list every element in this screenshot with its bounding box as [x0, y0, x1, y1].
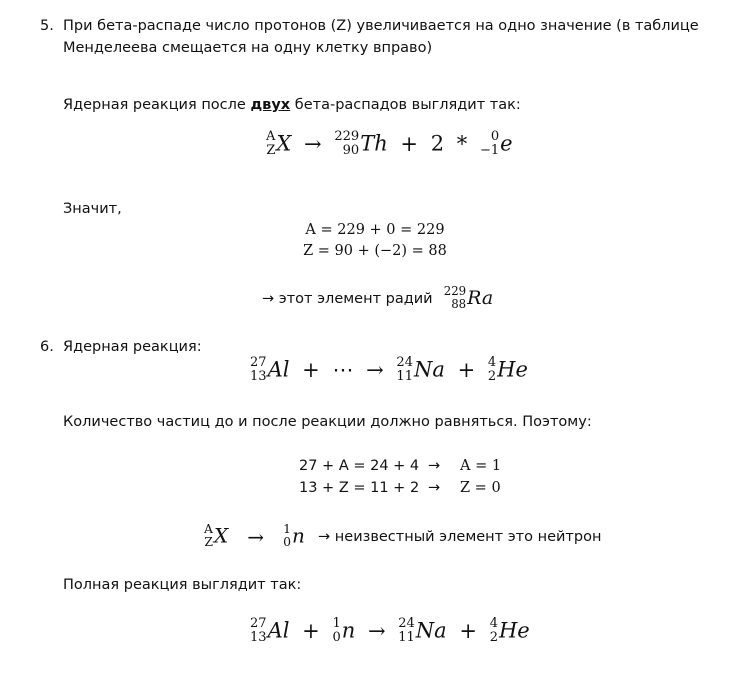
x-symbol: X	[276, 131, 292, 156]
he2-atomic-number: 2	[489, 630, 498, 646]
n2-mass-number: 1	[332, 616, 341, 631]
equation-mass-left: 27 + A = 24 + 4	[299, 458, 420, 474]
n2-atomic-number: 0	[332, 630, 341, 646]
he-indices	[488, 356, 496, 383]
e-charge-number: −1	[479, 143, 500, 159]
ra-symbol: Ra	[467, 287, 494, 310]
he-symbol: He	[497, 357, 528, 382]
equation-mass-result: A = 1	[460, 458, 502, 474]
neutron-nuclide	[283, 520, 305, 549]
n-indices-2	[332, 617, 340, 644]
th-mass-number: 229	[334, 129, 360, 144]
therefore-label: Значит,	[63, 201, 122, 217]
n-mass-number: 1	[283, 520, 292, 536]
na-symbol: Na	[413, 357, 445, 382]
al-atomic-number: 13	[250, 369, 267, 385]
he2-mass-number: 4	[489, 616, 498, 631]
item-5-text-line1: При бета-распаде число протонов (Z) увеличивается на одно значение (в таблице	[63, 18, 699, 34]
x2-atomic-number: Z	[204, 534, 213, 549]
equation-mass-arrow: →	[428, 458, 441, 474]
full-reaction-label: Полная реакция выглядит так:	[63, 577, 302, 593]
na-mass-number: 24	[396, 355, 413, 370]
he-atomic-number: 2	[487, 369, 497, 385]
arrow-symbol: →	[304, 131, 322, 156]
x-atomic-number: Z	[266, 143, 276, 159]
radium-nuclide	[443, 284, 494, 311]
beta-decay-equation	[266, 130, 513, 157]
arrow-symbol-2: →	[247, 524, 265, 549]
item-6-number: 6.	[40, 339, 54, 355]
ra-atomic-number: 88	[451, 296, 467, 311]
plus-symbol: +	[400, 131, 419, 156]
conservation-text: Количество частиц до и после реакции должно равняться. Поэтому:	[63, 414, 592, 430]
neutron-conclusion: → неизвестный элемент это нейтрон	[318, 528, 602, 545]
plus-symbol-2: +	[457, 357, 476, 382]
equation-charge-arrow: →	[428, 480, 441, 496]
reaction-intro	[63, 97, 521, 113]
nuclide-x-indices	[266, 130, 275, 157]
unknown-particle-line	[204, 522, 601, 549]
na-indices-2	[398, 617, 415, 644]
reaction-intro-bold: двух	[250, 97, 291, 113]
equation-a: A = 229 + 0 = 229	[305, 222, 445, 238]
al-mass-number: 27	[250, 355, 267, 370]
th-atomic-number: 90	[342, 143, 360, 159]
ra-mass-number: 229	[443, 284, 467, 298]
plus-symbol-3: +	[302, 618, 320, 643]
plus-symbol: +	[302, 357, 320, 382]
e-symbol: e	[500, 131, 513, 156]
item-5-number: 5.	[40, 18, 54, 34]
arrow-symbol-3: →	[367, 618, 386, 643]
na-atomic-number: 11	[396, 369, 413, 385]
item-5-text-line2: Менделеева смещается на одну клетку вправо)	[63, 40, 433, 56]
na-indices	[396, 356, 413, 383]
x-mass-number: A	[266, 129, 276, 144]
x-nuclide	[204, 520, 229, 549]
equation-charge-left: 13 + Z = 11 + 2	[299, 480, 420, 496]
th-symbol: Th	[360, 131, 388, 156]
na2-mass-number: 24	[398, 616, 415, 631]
al2-atomic-number: 13	[250, 630, 267, 646]
electron-indices	[480, 130, 499, 157]
x2-symbol: X	[213, 523, 229, 548]
he2-symbol: He	[498, 618, 530, 643]
al-indices	[250, 356, 267, 383]
equation-z: Z = 90 + (−2) = 88	[303, 243, 447, 259]
n2-symbol: n	[341, 618, 356, 643]
nuclide-th-indices	[334, 130, 359, 157]
n-symbol: n	[292, 523, 305, 548]
he-indices-2	[490, 617, 498, 644]
reaction-6-equation	[250, 356, 528, 383]
n-indices	[283, 520, 292, 549]
item-6-label: Ядерная реакция:	[63, 339, 202, 355]
x-indices-2	[204, 520, 213, 549]
he-mass-number: 4	[487, 355, 497, 370]
arrow-symbol: →	[366, 357, 384, 382]
equation-charge-result: Z = 0	[460, 480, 501, 496]
n-atomic-number: 0	[283, 534, 292, 549]
plus-symbol-4: +	[459, 618, 477, 643]
al-symbol: Al	[267, 357, 290, 382]
unknown-dots: ⋯	[332, 357, 354, 382]
conclusion-radium	[262, 286, 493, 311]
al2-mass-number: 27	[250, 616, 267, 631]
x2-mass-number: A	[204, 520, 213, 536]
reaction-intro-before: Ядерная реакция после	[63, 97, 251, 113]
al2-symbol: Al	[267, 618, 290, 643]
na2-symbol: Na	[415, 618, 447, 643]
e-mass-number: 0	[490, 129, 500, 144]
coefficient: 2	[430, 131, 445, 156]
al-indices-2	[250, 617, 267, 644]
reaction-intro-after: бета-распадов выглядит так:	[290, 97, 521, 113]
full-reaction-equation	[250, 617, 530, 644]
radium-indices	[444, 286, 466, 311]
conclusion-text: → этот элемент радий	[262, 290, 433, 307]
na2-atomic-number: 11	[398, 630, 415, 646]
multiply-symbol: *	[456, 131, 468, 156]
